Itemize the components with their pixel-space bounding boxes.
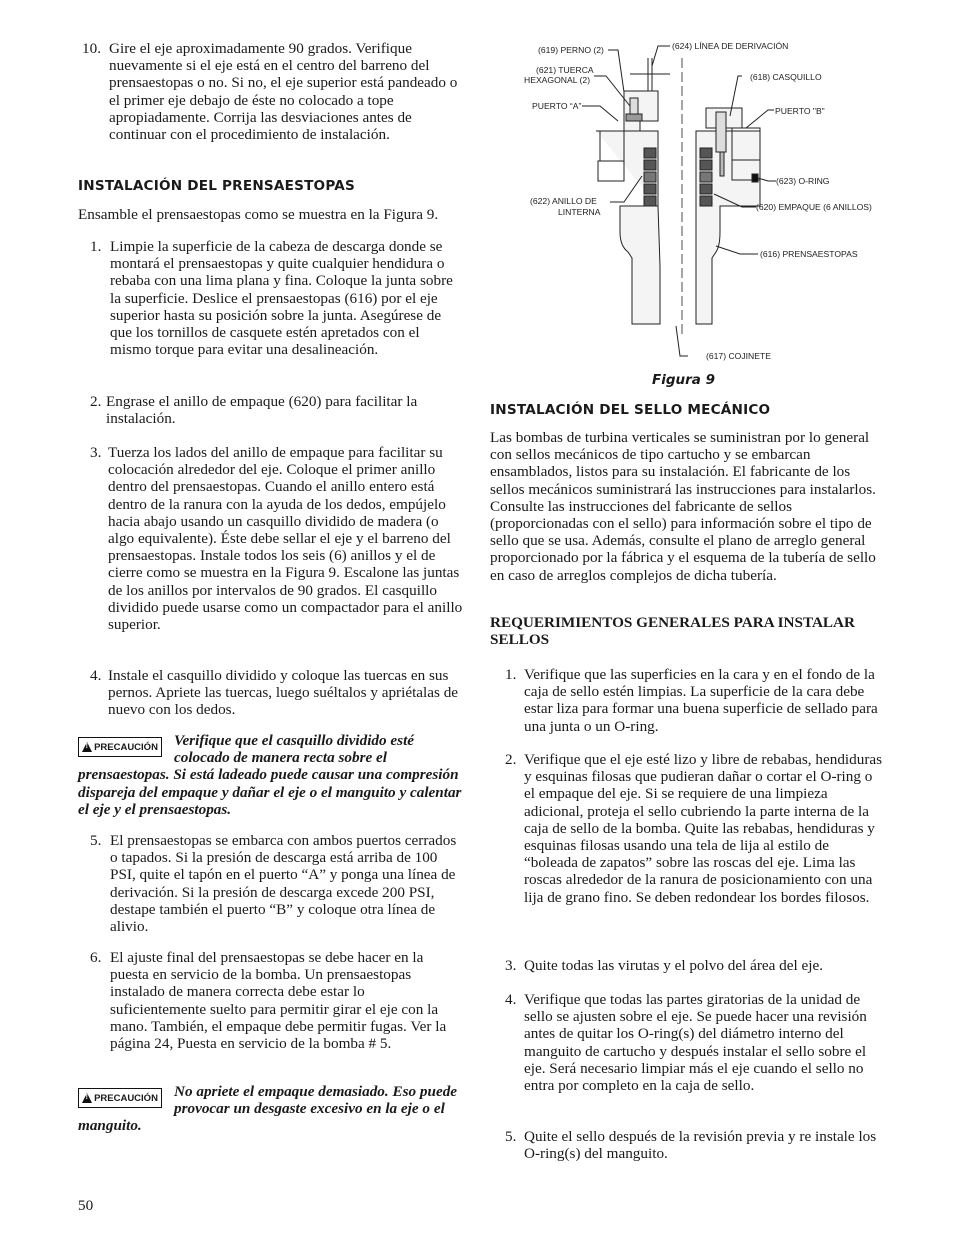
stuffing-box-diagram [520,36,890,366]
sello-intro-paragraph: Las bombas de turbina verticales se suministran por lo general con sellos mecánicos de tipo cartucho y se embarcan ensamblados, listos para su instalación. El fabricante de los sellos mecánicos suministrará las instrucciones para instalarlos. Consulte las instrucciones del fabricante de sellos (proporcionadas con el sello) para información sobre el tipo de sello que se usa. Además, consulte el plano de arreglo general proporcionado por la fábrica y el esquema de la tubería de sello en caso de arreglos complejos de dicha tubería. [490,429,876,584]
step-text: Gire el eje aproximadamente 90 grados. Verifique nuevamente si el eje está en el centro del barreno del prensaestopas o no. Si no, el eje superior está pandeado o el primer eje debajo de éste no colocado a tope apropiadamente. Corrija las desviaciones antes de continuar con el procedimiento de instalación. [109,40,458,144]
figure-caption: Figura 9 [652,372,715,388]
label-anillo-2: LINTERNA [558,207,601,217]
caution-text: No apriete el empaque demasiado. Eso puede provocar un desgaste excesivo en la eje o el manguito. [78,1083,458,1135]
page-number: 50 [78,1197,94,1214]
label-perno: (619) PERNO (2) [538,45,604,55]
section-heading-sello: INSTALACIÓN DEL SELLO MECÁNICO [490,402,771,418]
step-number: 10. [82,40,101,57]
label-casquillo: (618) CASQUILLO [750,72,822,82]
seal-step-3: 3. Quite todas las virutas y el polvo del área del eje. [505,957,824,974]
label-oring: (623) O-RING [776,176,830,186]
step-6: 6. El ajuste final del prensaestopas se debe hacer en la puesta en servicio de la bomba. Un prensaestopas instalado de manera correcta debe estar lo suficientemente suelto para permitir girar el eje con la mano. También, el empaque debe permitir fugas. Ver la página 24, Puesta en servicio de la bomba # 5. [90,949,447,1053]
intro-paragraph: Ensamble el prensaestopas como se muestra en la Figura 9. [78,206,439,223]
label-anillo-1: (622) ANILLO DE [530,196,597,206]
step-10 [82,40,464,143]
step-4: 4. Instale el casquillo dividido y coloque las tuercas en sus pernos. Apriete las tuercas, luego suéltalos y apriétalas de nuevo con los dedos. [90,667,459,719]
label-tuerca-2: HEXAGONAL (2) [524,75,591,85]
seal-step-1: 1. Verifique que las superficies en la cara y en el fondo de la caja de sello estén limpias. La superficie de la cara debe estar liza para formar una buena superficie de sellado para una junta o un O-ring. [505,666,878,735]
label-empaque: (620) EMPAQUE (6 ANILLOS) [756,202,872,212]
seal-step-5: 5. Quite el sello después de la revisión previa y re instale los O-ring(s) del manguito. [505,1128,877,1163]
label-puerto-b: PUERTO "B" [775,106,825,116]
label-cojinete: (617) COJINETE [706,351,771,361]
subheading-requerimientos: REQUERIMIENTOS GENERALES PARA INSTALAR SELLOS [490,614,855,649]
step-1: 1. Limpie la superficie de la cabeza de descarga donde se montará el prensaestopas y quite cualquier hendidura o rebaba con una lima plana y fina. Coloque la junta sobre la superficie. Deslice el prensaestopas (616) por el eje superior hasta su posición sobre la junta. Asegúrese de que los tornillos de casquete estén apretados con el mismo torque para evitar una desalineación. [90,238,453,359]
label-linea: (624) LÍNEA DE DERIVACIÓN [672,41,789,51]
label-puerto-a: PUERTO “A” [532,101,582,111]
step-5: 5. El prensaestopas se embarca con ambos puertos cerrados o tapados. Si la presión de descarga está arriba de 100 PSI, quite el tapón en el puerto “A” y ponga una línea de derivación. Si la presión de descarga excede 200 PSI, destape también el puerto “B” y coloque otra línea de alivio. [90,832,457,936]
caution-badge: ! PRECAUCIÓN [78,737,162,757]
caution-text: Verifique que el casquillo dividido esté colocado de manera recta sobre el prensaestopas. Si está ladeado puede causar una compresión dispareja del empaque y dañar el eje o el manguito y calentar el eje y el prensaestopas. [78,732,462,818]
seal-step-4: 4. Verifique que todas las partes giratorias de la unidad de sello se ajusten sobre el eje. Se puede hacer una revisión antes de quitar los O-ring(s) del diámetro interno del manguito de cartucho y después instalar el sello sobre el eje. Será necesario limpiar más el eje cuando el sello no entra por completo en la caja de sello. [505,991,867,1095]
seal-step-2: 2. Verifique que el eje esté lizo y libre de rebabas, hendiduras y esquinas filosas que pudieran dañar o cortar el O-ring o el empaque del eje. Si se requiere de una limpieza adicional, proteja el sello cubriendo la parte interna de la caja de sello de la bomba. Quite las rebabas, hendiduras y esquinas filosas usando una tela de lija al estilo de “boleada de zapatos” sobre las roscas del eje. Lima las roscas alrededor de la ranura de posicionamiento con una lija de grano fino. Se deben redondear los bordes filosos. [505,751,883,906]
label-prensa: (616) PRENSAESTOPAS [760,249,858,259]
step-3: 3. Tuerza los lados del anillo de empaque para facilitar su colocación alrededor del eje. Coloque el primer anillo dentro del prensaestopas. Cuando el anillo entero está dentro de la ranura con la ayuda de los dedos, empújelo hacia abajo usando un casquillo dividido de madera (o algo equivalente). Éste debe sellar el eje y el barreno del prensaestopas. Instale todos los seis (6) anillos y el de cierre como se muestra en la Figura 9. Escalone las juntas de los anillos por intervalos de 90 grados. El casquillo dividido puede usarse como un compactador para el anillo superior. [90,444,463,634]
label-tuerca-1: (621) TUERCA [536,65,594,75]
step-2: 2. Engrase el anillo de empaque (620) para facilitar la instalación. [90,393,418,428]
caution-badge: ! PRECAUCIÓN [78,1088,162,1108]
section-heading-prensaestopas: INSTALACIÓN DEL PRENSAESTOPAS [78,178,355,194]
